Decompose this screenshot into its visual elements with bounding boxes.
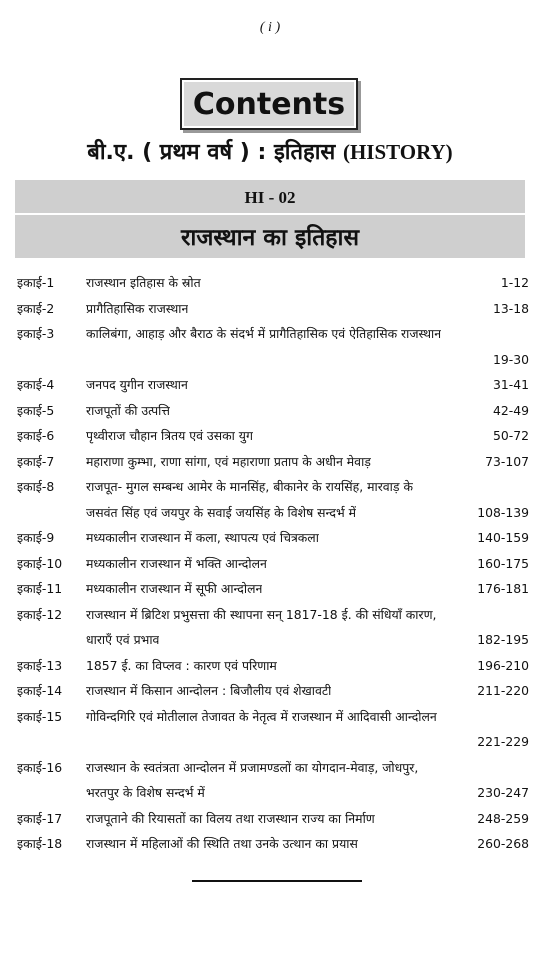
entry-line (86, 398, 529, 424)
toc-entry (17, 398, 529, 424)
table-of-contents (17, 270, 529, 857)
entry-title: धाराएँ एवं प्रभाव (86, 632, 160, 647)
unit-label: इकाई-8 (17, 479, 55, 494)
unit-label: इकाई-6 (17, 428, 55, 443)
subtitle-english: (HISTORY) (342, 140, 453, 164)
entry-title: राजपूत- मुगल सम्बन्ध आमेर के मानसिंह, बीकानेर के रायसिंह, मारवाड़ के (86, 479, 413, 494)
entry-title: प्रागैतिहासिक राजस्थान (86, 300, 189, 316)
entry-body (86, 704, 529, 755)
entry-line (86, 296, 529, 322)
entry-line (86, 474, 529, 500)
entry-line (86, 321, 529, 347)
paper-code: HI - 02 (244, 188, 296, 207)
entry-line (86, 704, 529, 730)
entry-line (86, 780, 529, 806)
entry-line (86, 525, 529, 551)
unit-label: इकाई-5 (17, 402, 55, 418)
entry-line (86, 423, 529, 449)
entry-title: गोविन्दगिरि एवं मोतीलाल तेजावत के नेतृत्व में राजस्थान में आदिवासी आन्दोलन (86, 708, 437, 724)
entry-title: राजपूतों की उत्पत्ति (86, 402, 170, 418)
entry-body (86, 755, 529, 806)
entry-line (86, 551, 529, 577)
page-range: 160-175 (477, 555, 529, 571)
unit-label: इकाई-14 (17, 683, 63, 698)
toc-entry (17, 704, 529, 755)
page-range: 260-268 (477, 836, 529, 851)
unit-label: इकाई-9 (17, 530, 55, 545)
entry-line (86, 627, 529, 653)
unit-label: इकाई-18 (17, 836, 63, 851)
entry-line (86, 653, 529, 679)
toc-entry (17, 755, 529, 806)
toc-entry (17, 653, 529, 679)
entry-title: जसवंत सिंह एवं जयपुर के सवाई जयसिंह के विशेष सन्दर्भ में (86, 504, 357, 520)
entry-body (86, 678, 529, 704)
entry-line (86, 755, 529, 781)
page-range: 211-220 (477, 683, 529, 698)
entry-title: राजस्थान में महिलाओं की स्थिति तथा उनके उत्थान का प्रयास (86, 836, 358, 851)
contents-heading: Contents (180, 78, 358, 130)
page-range: 248-259 (477, 810, 529, 826)
page-range: 1-12 (500, 275, 529, 290)
page-range: 50-72 (492, 428, 529, 443)
page-range: 196-210 (477, 657, 529, 673)
toc-entry (17, 576, 529, 602)
page-range: 140-159 (477, 530, 529, 545)
entry-title: मध्यकालीन राजस्थान में भक्ति आन्दोलन (86, 555, 267, 571)
page-range: 176-181 (477, 581, 529, 596)
entry-title: कालिबंगा, आहाड़ और बैराठ के संदर्भ में प्रागैतिहासिक एवं ऐतिहासिक राजस्थान (86, 326, 442, 341)
page-range: 19-30 (492, 351, 529, 367)
entry-body (86, 423, 529, 449)
unit-label: इकाई-1 (17, 275, 55, 290)
entry-title: राजस्थान के स्वतंत्रता आन्दोलन में प्रजामण्डलों का योगदान-मेवाड़, जोधपुर, (86, 759, 419, 775)
paper-banner (15, 180, 525, 258)
entry-title: राजस्थान में किसान आन्दोलन : बिजौलीय एवं शेखावटी (86, 683, 332, 698)
entry-title: जनपद युगीन राजस्थान (86, 377, 188, 392)
unit-label: इकाई-2 (17, 300, 55, 316)
entry-title: महाराणा कुम्भा, राणा सांगा, एवं महाराणा प्रताप के अधीन मेवाड़ (86, 453, 371, 469)
entry-body (86, 602, 529, 653)
entry-title: पृथ्वीराज चौहान त्रितय एवं उसका युग (86, 428, 253, 443)
banner-divider (15, 213, 525, 215)
page-range: 182-195 (477, 632, 529, 647)
page-range: 230-247 (477, 785, 529, 800)
page-range: 31-41 (492, 377, 529, 392)
page-range: 13-18 (492, 300, 529, 316)
unit-label: इकाई-11 (17, 581, 63, 596)
unit-label: इकाई-4 (17, 377, 55, 392)
toc-entry (17, 831, 529, 857)
unit-label: इकाई-3 (17, 326, 55, 341)
entry-title: भरतपुर के विशेष सन्दर्भ में (86, 785, 205, 800)
toc-entry (17, 372, 529, 398)
entry-line (86, 576, 529, 602)
entry-body (86, 449, 529, 475)
unit-label: इकाई-15 (17, 708, 63, 724)
toc-entry (17, 474, 529, 525)
entry-line (86, 602, 529, 628)
unit-label: इकाई-10 (17, 555, 63, 571)
entry-body (86, 831, 529, 857)
page-range: 42-49 (492, 402, 529, 418)
course-subtitle (0, 136, 540, 166)
subtitle-hindi: बी.ए. ( प्रथम वर्ष ) : इतिहास (87, 140, 336, 165)
toc-entry (17, 321, 529, 372)
entry-body (86, 372, 529, 398)
entry-title: 1857 ई. का विप्लव : कारण एवं परिणाम (86, 657, 277, 673)
paper-title: राजस्थान का इतिहास (180, 225, 360, 251)
entry-body (86, 551, 529, 577)
entry-line (86, 372, 529, 398)
page-range: 108-139 (477, 504, 529, 520)
entry-body (86, 653, 529, 679)
page-range: 73-107 (485, 453, 529, 469)
entry-line (86, 449, 529, 475)
toc-entry (17, 423, 529, 449)
unit-label: इकाई-12 (17, 606, 63, 622)
entry-title: राजस्थान इतिहास के स्रोत (86, 275, 201, 290)
entry-line (86, 500, 529, 526)
entry-title: राजपूताने की रियासतों का विलय तथा राजस्थान राज्य का निर्माण (86, 810, 375, 826)
entry-line (86, 678, 529, 704)
toc-entry (17, 602, 529, 653)
page-number: ( i ) (259, 20, 281, 35)
toc-entry (17, 806, 529, 832)
page-range: 221-229 (477, 734, 529, 749)
entry-body (86, 398, 529, 424)
entry-body (86, 525, 529, 551)
toc-entry (17, 551, 529, 577)
entry-title: मध्यकालीन राजस्थान में कला, स्थापत्य एवं चित्रकला (86, 530, 319, 545)
entry-body (86, 806, 529, 832)
entry-title: राजस्थान में ब्रिटिश प्रभुसत्ता की स्थापना सन् 1817-18 ई. की संधियाँ कारण, (86, 606, 437, 622)
unit-label: इकाई-17 (17, 810, 63, 826)
unit-label: इकाई-16 (17, 759, 63, 775)
entry-line (86, 270, 529, 296)
toc-entry (17, 270, 529, 296)
entry-line (86, 806, 529, 832)
entry-body (86, 474, 529, 525)
toc-entry (17, 678, 529, 704)
entry-body (86, 321, 529, 372)
unit-label: इकाई-7 (17, 453, 55, 469)
entry-body (86, 296, 529, 322)
entry-title: मध्यकालीन राजस्थान में सूफी आन्दोलन (86, 581, 263, 596)
bottom-divider (192, 880, 362, 882)
toc-entry (17, 296, 529, 322)
entry-body (86, 270, 529, 296)
unit-label: इकाई-13 (17, 657, 63, 673)
entry-line (86, 831, 529, 857)
entry-body (86, 576, 529, 602)
toc-entry (17, 525, 529, 551)
toc-entry (17, 449, 529, 475)
